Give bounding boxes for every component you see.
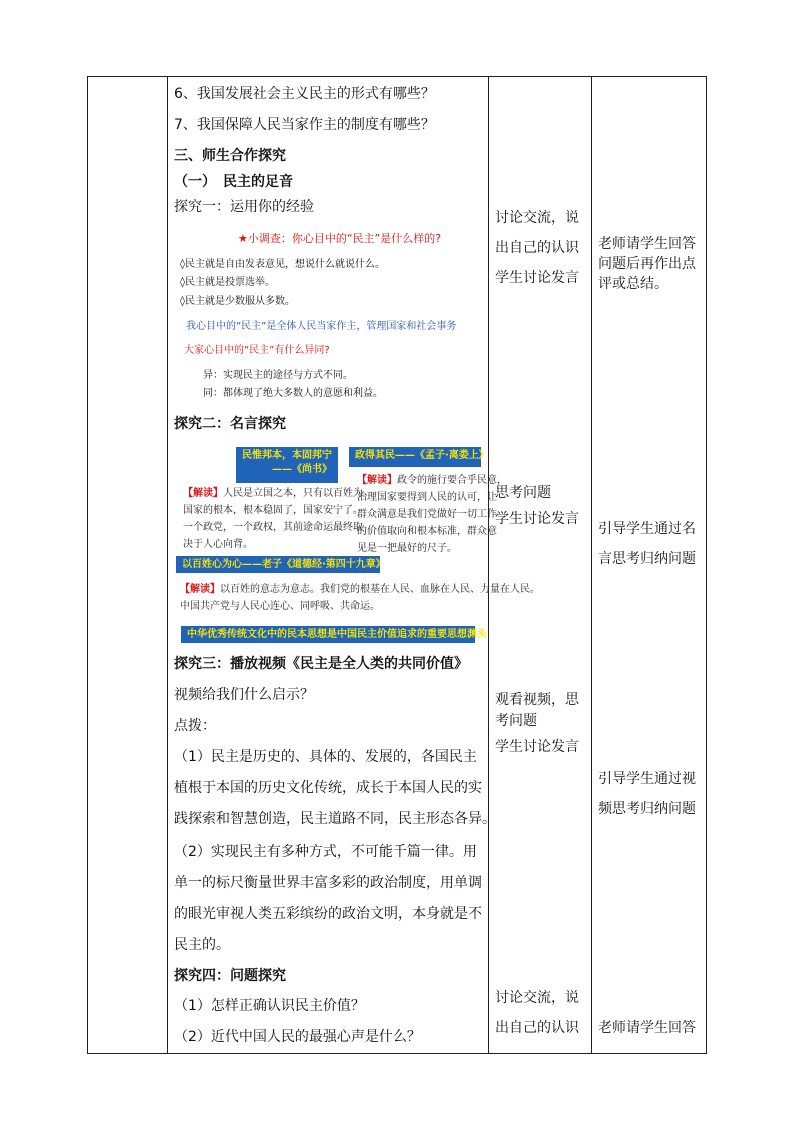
teacher-activity: 引导学生通过视: [598, 771, 696, 787]
point-2-line: 民主的。: [174, 937, 230, 953]
student-activity: 讨论交流，说: [495, 210, 579, 226]
survey-option: ◊民主就是少数服从多数。: [180, 296, 295, 307]
explore-2-title: 探究二：名言探究: [174, 416, 286, 432]
column-divider: [488, 76, 489, 1054]
student-activity: 出自己的认识: [495, 1020, 579, 1036]
section-title: 三、师生合作探究: [174, 148, 286, 164]
quote-3-explanation: 【解读】以百姓的意志为意志。我们党的根基在人民、血脉在人民、力量在人民。: [180, 584, 540, 595]
interpretation-tag: 【解读】: [357, 475, 397, 486]
quote-2-explanation-line: 的价值取向和根本标准，群众意: [357, 526, 497, 537]
hint-label: 点拨：: [174, 718, 216, 734]
explore-1-title: 探究一：运用你的经验: [174, 199, 314, 215]
column-divider: [167, 76, 168, 1054]
student-activity: 考问题: [495, 713, 537, 729]
teacher-activity: 问题后再作出点: [598, 256, 696, 272]
interpretation-tag: 【解读】: [180, 584, 220, 595]
quote-3-text: 以百姓心为心——老子《道德经·第四十九章》: [182, 559, 386, 570]
subsection-title: （一） 民主的足音: [174, 174, 293, 190]
column-divider: [591, 76, 592, 1054]
quote-2-text: 政得其民——《孟子·离娄上》: [355, 450, 489, 461]
quote-2-explanation-line: 治理国家要得到人民的认可，让: [357, 492, 497, 503]
point-1-line: 践探索和智慧创造，民主道路不同，民主形态各异。: [174, 811, 496, 827]
quote-2-explanation-line: 见是一把最好的尺子。: [357, 543, 457, 554]
point-2-line: 单一的标尺衡量世界丰富多彩的政治制度，用单调: [174, 875, 482, 891]
student-activity: 学生讨论发言: [495, 511, 579, 527]
interpretation-tag: 【解读】: [183, 488, 223, 499]
teacher-activity: 引导学生通过名: [598, 521, 696, 537]
quote-1-explanation: 【解读】人民是立国之本，只有以百姓为: [183, 488, 363, 499]
question-6: 6、我国发展社会主义民主的形式有哪些？: [174, 86, 435, 102]
quote-box-2: [349, 447, 489, 467]
summary-banner: [181, 626, 487, 643]
student-activity: 思考问题: [495, 485, 551, 501]
point-1-line: 植根于本国的历史文化传统，成长于本国人民的实: [174, 780, 482, 796]
quote-1-explanation-line: 决于人心向背。: [183, 539, 253, 550]
survey-option: ◊民主就是自由发表意见，想说什么就说什么。: [180, 259, 385, 270]
point-2-line: 的眼光审视人类五彩缤纷的政治文明，本身就是不: [174, 906, 482, 922]
student-activity: 讨论交流，说: [495, 990, 579, 1006]
similarity-answer: 同：都体现了绝大多数人的意愿和利益。: [203, 388, 383, 399]
explore-4-question-1: （1）怎样正确认识民主价值？: [174, 998, 365, 1014]
point-1-line: （1）民主是历史的、具体的、发展的，各国民主: [174, 749, 477, 765]
explore-4-title: 探究四：问题探究: [174, 968, 286, 984]
point-2-line: （2）实现民主有多种方式，不可能千篇一律。用: [174, 844, 477, 860]
quote-1-source: ——《尚书》: [272, 464, 332, 475]
teacher-activity: 言思考归纳问题: [598, 551, 696, 567]
quote-1-text: 民惟邦本，本固邦宁: [242, 450, 332, 461]
quote-3-explanation-line: 中国共产党与人民心连心、同呼吸、共命运。: [180, 601, 380, 612]
teacher-activity: 评或总结。: [598, 276, 668, 292]
explore-3-question: 视频给我们什么启示？: [174, 687, 314, 703]
quote-box-1: [236, 447, 338, 483]
survey-title: ★小调查：你心目中的“民主”是什么样的?: [238, 232, 442, 245]
quote-box-3: [176, 556, 386, 573]
explore-3-title: 探究三：播放视频《民主是全人类的共同价值》: [174, 656, 468, 672]
difference-answer: 异：实现民主的途径与方式不同。: [203, 370, 353, 381]
student-activity: 学生讨论发言: [495, 270, 579, 286]
quote-1-explanation-line: 国家的根本，根本稳固了，国家安宁了。: [183, 505, 363, 516]
survey-option: ◊民主就是投票选举。: [180, 277, 275, 288]
banner-text: 中华优秀传统文化中的民本思想是中国民主价值追求的重要思想渊头: [187, 629, 487, 640]
teacher-activity: 老师请学生回答: [598, 236, 696, 252]
student-activity: 观看视频，思: [495, 692, 579, 708]
my-democracy: 我心目中的“民主”是全体人民当家作主，管理国家和社会事务: [186, 321, 457, 332]
quote-1-explanation-line: 一个政党，一个政权，其前途命运最终取: [183, 522, 363, 533]
quote-2-explanation-line: 群众满意是我们党做好一切工作: [357, 509, 497, 520]
teacher-activity: 频思考归纳问题: [598, 801, 696, 817]
question-7: 7、我国保障人民当家作主的制度有哪些？: [174, 117, 435, 133]
difference-question: 大家心目中的“民主”有什么异同?: [184, 345, 330, 356]
student-activity: 出自己的认识: [495, 240, 579, 256]
explore-4-question-2: （2）近代中国人民的最强心声是什么？: [174, 1029, 421, 1045]
student-activity: 学生讨论发言: [495, 739, 579, 755]
teacher-activity: 老师请学生回答: [598, 1020, 696, 1036]
quote-2-explanation: 【解读】政令的施行要合乎民意，: [357, 475, 507, 486]
